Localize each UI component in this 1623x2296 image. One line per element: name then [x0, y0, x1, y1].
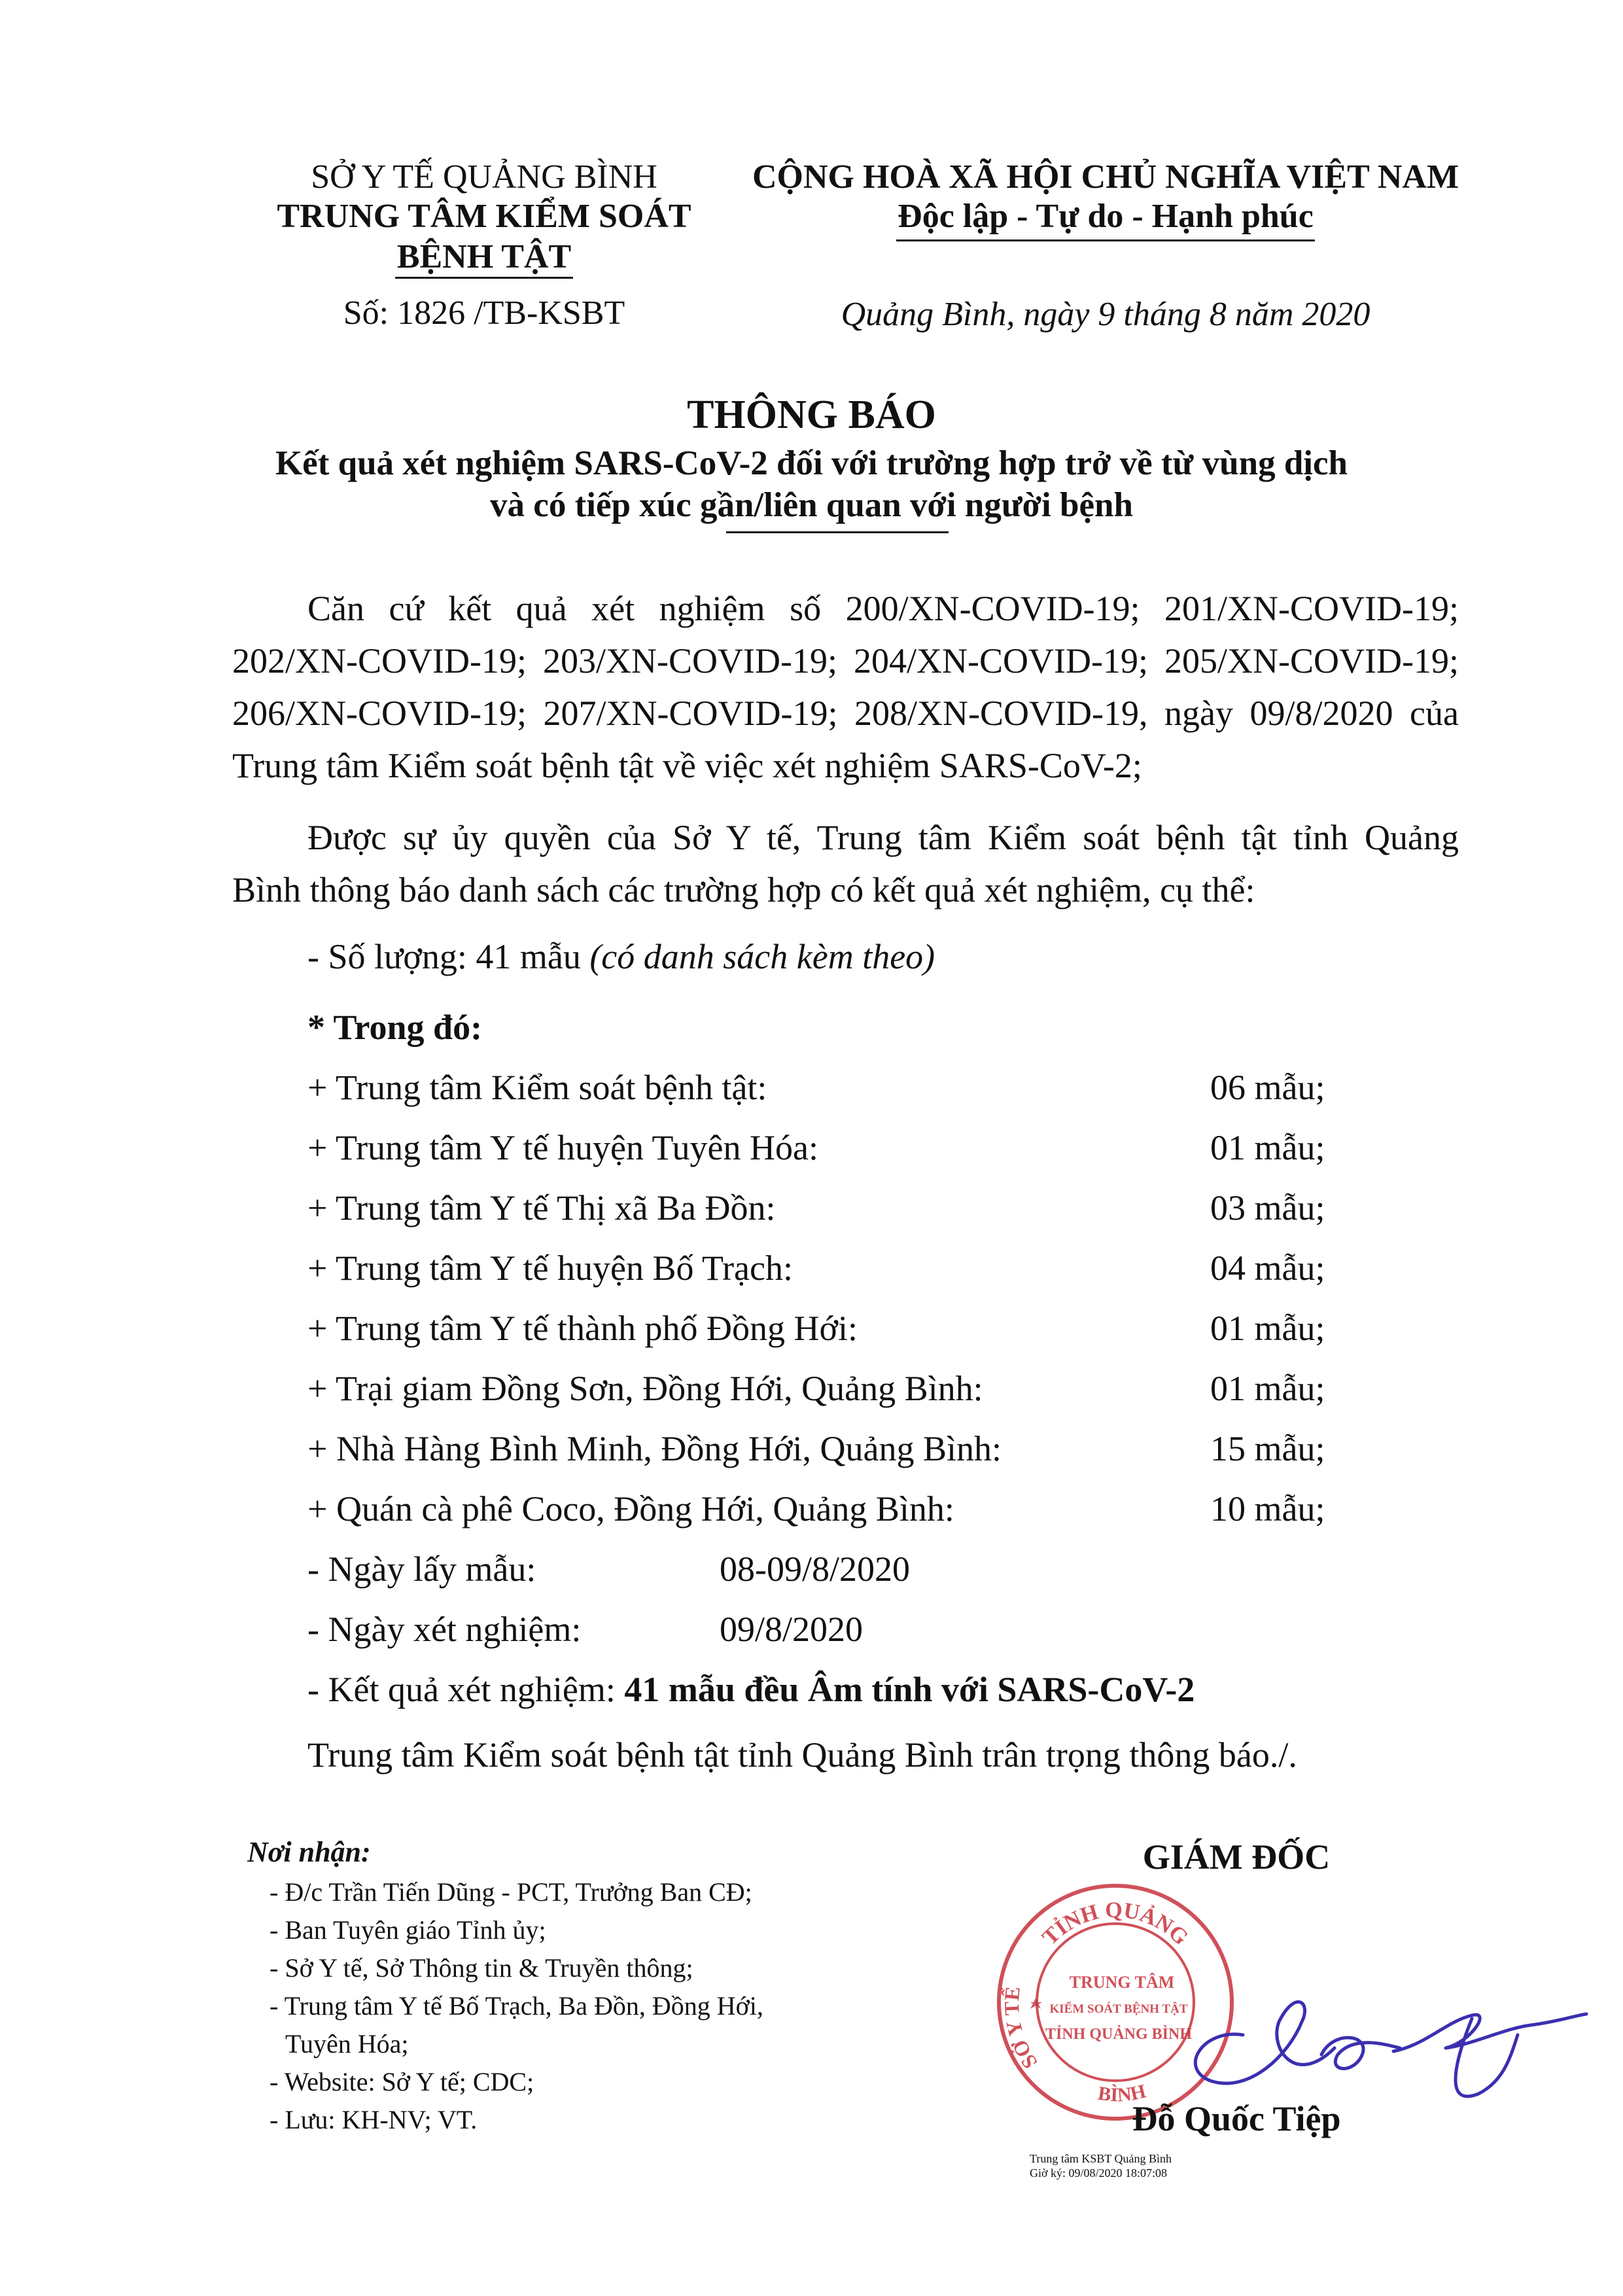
national-title: CỘNG HOÀ XÃ HỘI CHỦ NGHĨA VIỆT NAM	[752, 158, 1459, 196]
agency-parent: SỞ Y TẾ QUẢNG BÌNH	[311, 158, 657, 196]
breakdown-item: + Nhà Hàng Bình Minh, Đồng Hới, Quảng Bình:	[307, 1429, 1002, 1468]
breakdown-value: 15 mẫu;	[1210, 1429, 1325, 1468]
breakdown-item: + Trung tâm Y tế huyện Tuyên Hóa:	[307, 1128, 818, 1167]
sample-date-value: 08-09/8/2020	[720, 1549, 910, 1589]
breakdown-heading: * Trong đó:	[307, 1008, 483, 1047]
breakdown-value: 01 mẫu;	[1210, 1128, 1325, 1167]
para2-line2: Bình thông báo danh sách các trường hợp có kết quả xét nghiệm, cụ thể:	[232, 870, 1255, 910]
para1-line2: 202/XN-COVID-19; 203/XN-COVID-19; 204/XN-COVID-19; 205/XN-COVID-19;	[232, 641, 1459, 680]
para1-line4: Trung tâm Kiểm soát bệnh tật về việc xét nghiệm SARS-CoV-2;	[232, 746, 1142, 785]
sample-date-label: - Ngày lấy mẫu:	[307, 1549, 536, 1589]
agency-underline	[395, 277, 573, 279]
sample-count-label: - Số lượng: 41 mẫu	[307, 937, 590, 976]
signing-time: Giờ ký: 09/08/2020 18:07:08	[1030, 2166, 1168, 2180]
breakdown-item: + Trung tâm Kiểm soát bệnh tật:	[307, 1068, 767, 1107]
recipient-item: - Lưu: KH-NV; VT.	[270, 2105, 478, 2134]
subtitle-part-c: với người bệnh	[901, 486, 1133, 524]
document-number: Số: 1826 /TB-KSBT	[343, 294, 625, 332]
recipient-item: - Trung tâm Y tế Bố Trạch, Ba Đồn, Đồng Hới,	[270, 1991, 763, 2021]
recipient-item: - Ban Tuyên giáo Tỉnh ủy;	[270, 1915, 546, 1945]
stamp-inner-2: KIỂM SOÁT BỆNH TẬT	[1049, 2002, 1188, 2016]
test-date-label: - Ngày xét nghiệm:	[307, 1610, 582, 1649]
test-result-label: - Kết quả xét nghiệm:	[307, 1670, 625, 1709]
agency-name-2: BỆNH TẬT	[396, 238, 572, 275]
breakdown-value: 04 mẫu;	[1210, 1248, 1325, 1288]
stamp-ring-top: TỈNH QUẢNG	[1038, 1898, 1193, 1951]
stamp-ring-bottom: BÌNH	[1096, 2080, 1148, 2106]
sample-count-note: (có danh sách kèm theo)	[589, 937, 935, 976]
breakdown-value: 01 mẫu;	[1210, 1369, 1325, 1408]
para1-line1: Căn cứ kết quả xét nghiệm số 200/XN-COVID-19; 201/XN-COVID-19;	[307, 589, 1459, 628]
subtitle-part-b: gần/liên quan	[699, 486, 901, 524]
para2-line1: Được sự ủy quyền của Sở Y tế, Trung tâm Kiểm soát bệnh tật tỉnh Quảng	[307, 818, 1459, 857]
breakdown-item: + Trung tâm Y tế thành phố Đồng Hới:	[307, 1309, 858, 1348]
signer-organization: Trung tâm KSBT Quảng Bình	[1030, 2152, 1172, 2165]
agency-name: TRUNG TÂM KIỂM SOÁT	[277, 198, 691, 235]
recipient-item: - Đ/c Trần Tiến Dũng - PCT, Trưởng Ban CĐ;	[270, 1877, 752, 1907]
closing-statement: Trung tâm Kiểm soát bệnh tật tỉnh Quảng Bình trân trọng thông báo./.	[307, 1735, 1297, 1775]
recipient-item: - Website: Sở Y tế; CDC;	[270, 2067, 534, 2096]
title-underline	[726, 531, 949, 533]
place-date: Quảng Bình, ngày 9 tháng 8 năm 2020	[841, 296, 1370, 333]
breakdown-item: + Trung tâm Y tế Thị xã Ba Đồn:	[307, 1188, 776, 1227]
motto-underline	[896, 239, 1315, 241]
national-motto: Độc lập - Tự do - Hạnh phúc	[898, 198, 1314, 235]
recipient-item-cont: Tuyên Hóa;	[285, 2029, 409, 2058]
recipients-title: Nơi nhận:	[247, 1836, 371, 1868]
recipient-item: - Sở Y tế, Sở Thông tin & Truyền thông;	[270, 1953, 693, 1983]
subtitle-part-a: và có tiếp xúc	[490, 486, 700, 524]
breakdown-item: + Quán cà phê Coco, Đồng Hới, Quảng Bình:	[307, 1489, 954, 1528]
document-subtitle: Kết quả xét nghiệm SARS-CoV-2 đối với trường hợp trở về từ vùng dịch	[275, 444, 1348, 482]
test-result-value: 41 mẫu đều Âm tính với SARS-CoV-2	[624, 1670, 1195, 1709]
stamp-ring-left: SỞ Y TẾ	[999, 1985, 1042, 2074]
document-title: THÔNG BÁO	[687, 393, 936, 437]
test-result	[307, 1669, 1195, 1710]
test-date-value: 09/8/2020	[720, 1610, 864, 1649]
para1-line3: 206/XN-COVID-19; 207/XN-COVID-19; 208/XN-COVID-19, ngày 09/8/2020 của	[232, 694, 1459, 733]
document-subtitle-2	[0, 484, 1623, 526]
breakdown-item: + Trại giam Đồng Sơn, Đồng Hới, Quảng Bình:	[307, 1369, 983, 1408]
breakdown-value: 03 mẫu;	[1210, 1188, 1325, 1227]
breakdown-item: + Trung tâm Y tế huyện Bố Trạch:	[307, 1248, 793, 1288]
breakdown-value: 01 mẫu;	[1210, 1309, 1325, 1348]
signer-name: Đỗ Quốc Tiệp	[1132, 2099, 1341, 2138]
breakdown-value: 10 mẫu;	[1210, 1489, 1325, 1528]
stamp-inner-3: TỈNH QUẢNG BÌNH	[1045, 2026, 1193, 2043]
signer-position: GIÁM ĐỐC	[1142, 1837, 1331, 1877]
breakdown-value: 06 mẫu;	[1210, 1068, 1325, 1107]
sample-count	[307, 936, 935, 978]
stamp-inner-1: TRUNG TÂM	[1069, 1973, 1175, 1992]
